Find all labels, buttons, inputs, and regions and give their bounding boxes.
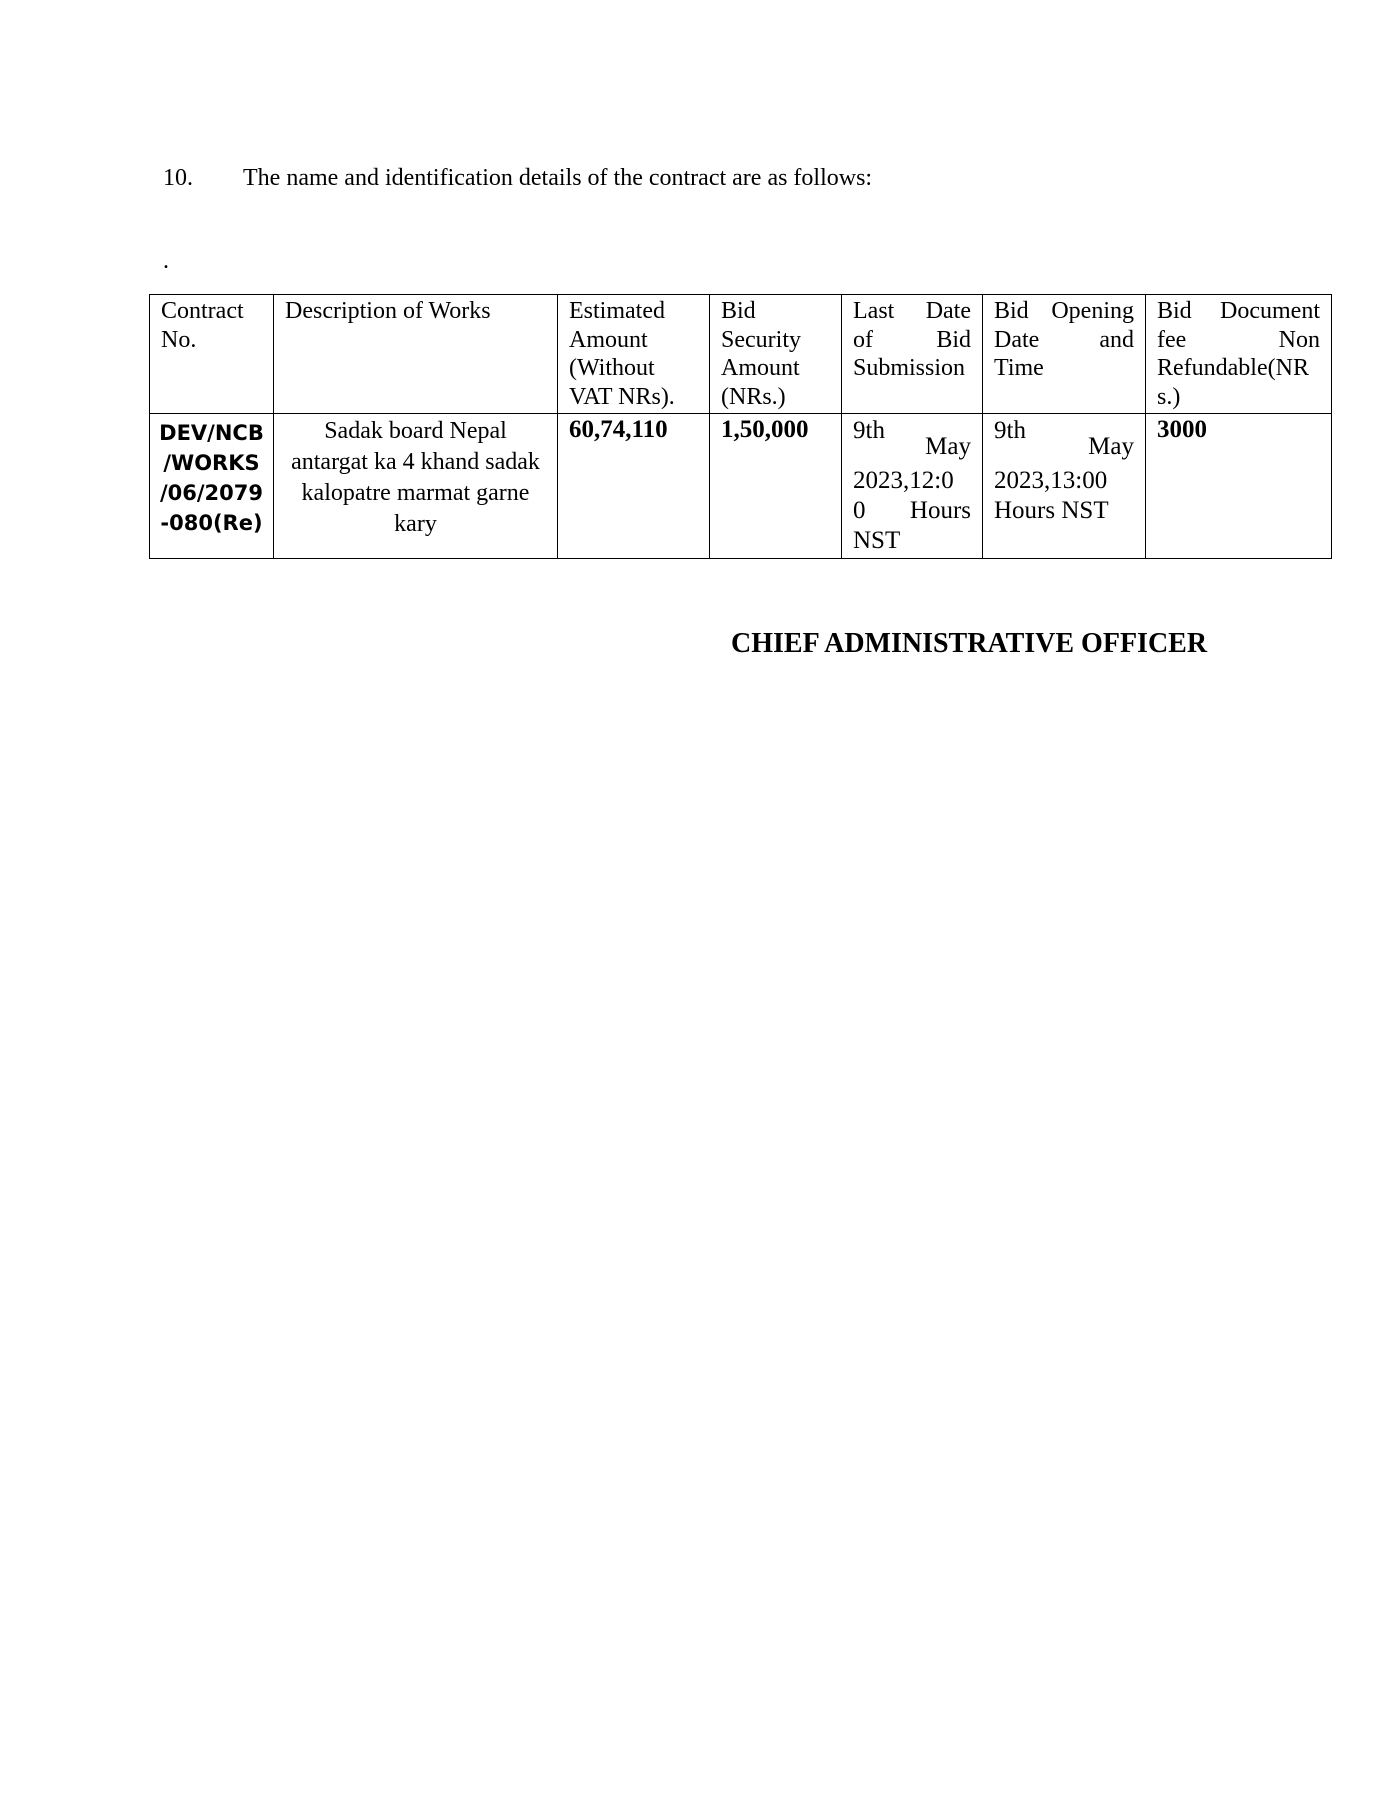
- cell-description: Sadak board Nepal antargat ka 4 khand sadak kalopatre marmat garne kary: [274, 414, 558, 559]
- cell-bid-opening: 9th May 2023,13:00 Hours NST: [983, 414, 1146, 559]
- contract-table: [149, 294, 1332, 559]
- cell-bid-document-fee: 3000: [1146, 414, 1332, 559]
- table-row: [150, 414, 1332, 559]
- cell-contract-no: DEV/NCB /WORKS /06/2079 -080(Re): [150, 414, 274, 559]
- header-estimated-amount: Estimated Amount (Without VAT NRs).: [558, 295, 710, 414]
- clause-text: The name and identification details of the contract are as follows:: [243, 165, 873, 191]
- stray-dot: .: [163, 248, 169, 274]
- cell-last-date: 9th May 2023,12:0 0 Hours NST: [842, 414, 983, 559]
- header-last-date: Last Date of Bid Submission: [842, 295, 983, 414]
- header-bid-document-fee: Bid Document fee Non Refundable(NR s.): [1146, 295, 1332, 414]
- signature-title: CHIEF ADMINISTRATIVE OFFICER: [731, 628, 1208, 659]
- cell-estimated-amount: 60,74,110: [558, 414, 710, 559]
- clause-number: 10.: [163, 165, 193, 191]
- cell-bid-security: 1,50,000: [710, 414, 842, 559]
- clause-paragraph: [163, 163, 872, 193]
- header-description: Description of Works: [274, 295, 558, 414]
- header-bid-opening: Bid Opening Date and Time: [983, 295, 1146, 414]
- header-bid-security: Bid Security Amount (NRs.): [710, 295, 842, 414]
- header-contract-no: Contract No.: [150, 295, 274, 414]
- table-header-row: [150, 295, 1332, 414]
